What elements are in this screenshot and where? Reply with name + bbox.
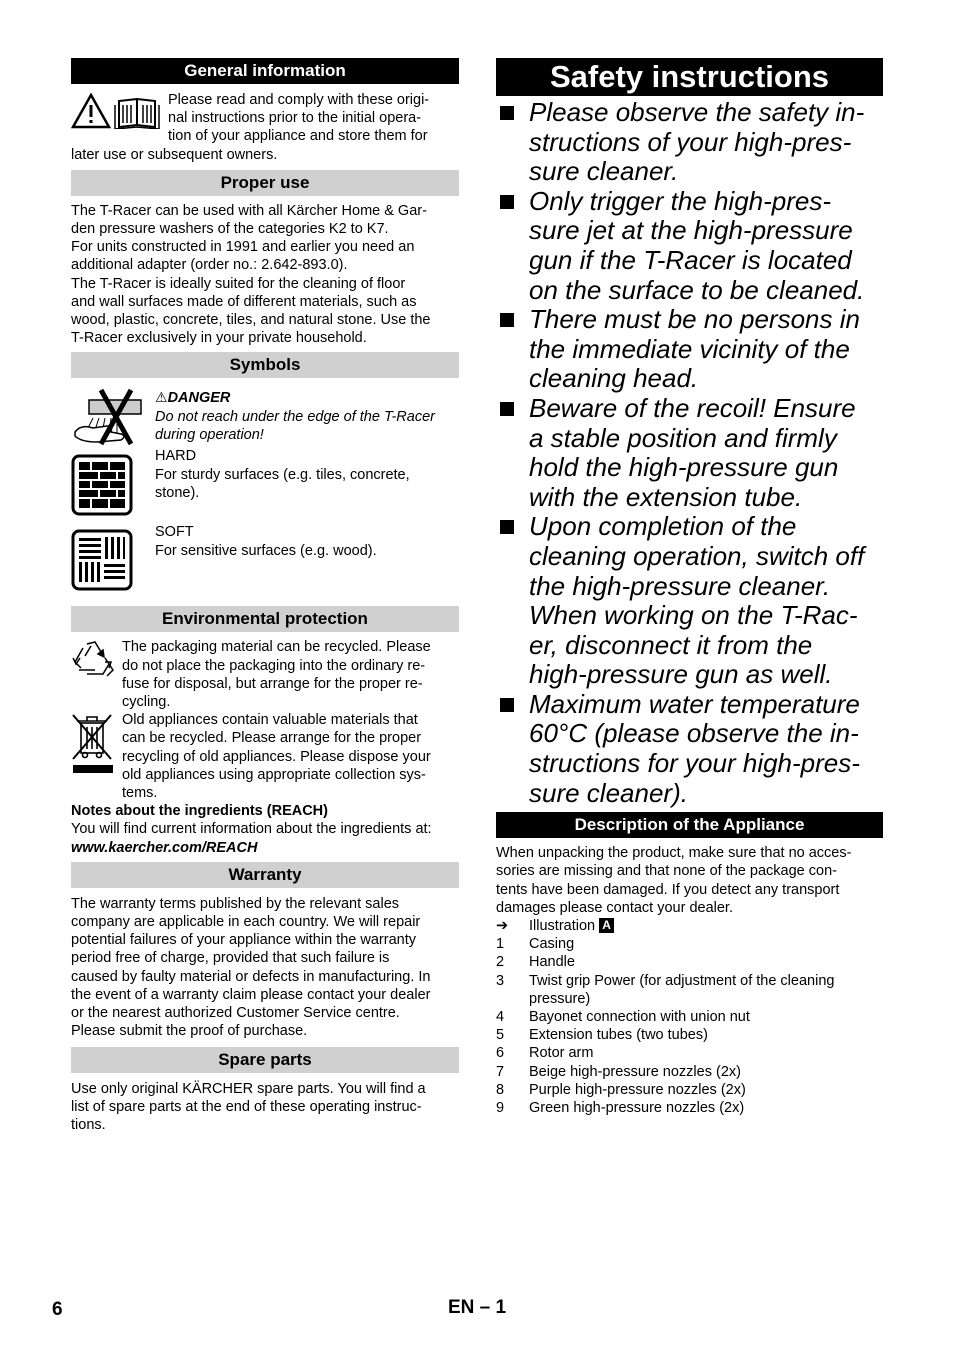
warning-triangle-book-icon [71, 91, 161, 129]
part-number: 9 [496, 1100, 505, 1117]
part-item: 8 Purple high-pressure nozzles (2x) [496, 1081, 746, 1098]
safety-item: Upon completion of the cleaning operation, switch off the high-pressure cleaner. When working on the T-Rac- er, disconnect it from the high-pressure gun as well. [496, 512, 883, 690]
illustration-badge: A [599, 918, 614, 933]
part-number: 7 [496, 1063, 505, 1080]
spare-parts-text: Use only original KÄRCHER spare parts. You will find a list of spare parts at the end of these operating instruc- tions. [71, 1080, 426, 1133]
parts-list [496, 935, 883, 1117]
warning-manual-icons [71, 91, 168, 134]
part-item: 9 Green high-pressure nozzles (2x) [496, 1100, 745, 1117]
part-item: 6 Rotor arm [496, 1045, 594, 1062]
part-item: 5 Extension tubes (two tubes) [496, 1027, 708, 1044]
warranty-heading: Warranty [71, 862, 459, 888]
description-text: When unpacking the product, make sure that no acces- sories are missing and that none of the package con- tents have been damaged. If you detect any transport damages please contact your dealer. [496, 845, 852, 916]
symbol-hard [71, 448, 459, 521]
illustration-reference: ➔ Illustration A [496, 917, 883, 935]
arrow-right-icon: ➔ [496, 918, 509, 935]
symbols-heading: Symbols [71, 352, 459, 378]
part-number: 6 [496, 1045, 505, 1062]
part-number: 1 [496, 936, 505, 953]
warranty-text: The warranty terms published by the relevant sales company are applicable in each country. We will repair potential failures of your appliance within the warranty period free of charge, provided that such failure is caused by faulty material or defects in manufacturing. In the event of a warranty claim please contact your dealer or the nearest authorized Customer Service centre. Please submit the proof of purchase. [71, 895, 431, 1040]
bullet-square-icon [500, 195, 514, 209]
general-info-text: Please read and comply with these origi- nal instructions prior to the initial opera- tion of your appliance and store them for [168, 92, 430, 145]
reach-block [71, 802, 459, 857]
part-item: 3 Twist grip Power (for adjustment of the cleaning pressure) [496, 972, 835, 1007]
recycling-block [71, 638, 459, 711]
general-info-block [71, 91, 459, 146]
part-number: 2 [496, 954, 505, 971]
bullet-square-icon [500, 520, 514, 534]
safety-item: Only trigger the high-pres- sure jet at the high-pressure gun if the T-Racer is located on the surface to be cleaned. [496, 187, 883, 305]
page-number: 6 [52, 1299, 63, 1320]
spare-parts-heading: Spare parts [71, 1047, 459, 1073]
page-label: EN – 1 [448, 1297, 507, 1318]
brick-wall-icon [71, 454, 155, 521]
hand-under-edge-icon [71, 388, 155, 451]
hard-text-block: HARD For sturdy surfaces (e.g. tiles, concrete, stone). [155, 448, 410, 501]
weee-block [71, 711, 459, 802]
part-number: 5 [496, 1027, 505, 1044]
part-item: 7 Beige high-pressure nozzles (2x) [496, 1063, 741, 1080]
safety-list [496, 98, 883, 808]
safety-item: Maximum water temperature 60°C (please observe the in- structions for your high-pres- sure cleaner). [496, 690, 883, 808]
bullet-square-icon [500, 402, 514, 416]
reach-text: You will find current information about the ingredients at: [71, 821, 432, 838]
right-column [496, 58, 883, 1117]
part-item: 1 Casing [496, 936, 575, 953]
symbol-danger [71, 388, 459, 451]
description-heading: Description of the Appliance [496, 812, 883, 838]
symbol-soft [71, 524, 459, 596]
left-column [71, 58, 459, 1134]
reach-title: Notes about the ingredients (REACH) [71, 803, 328, 820]
bullet-square-icon [500, 313, 514, 327]
general-info-tail: later use or subsequent owners. [71, 146, 278, 163]
danger-warning-icon: ⚠ [155, 389, 168, 406]
weee-text: Old appliances contain valuable materials that can be recycled. Please arrange for the proper recycling of old appliances. Please dispose your old appliances using appropriate collection sys- tems. [122, 712, 431, 802]
part-item: 4 Bayonet connection with union nut [496, 1009, 750, 1026]
recycle-icon [71, 638, 122, 687]
soft-text-block: SOFT For sensitive surfaces (e.g. wood). [155, 524, 377, 559]
bullet-square-icon [500, 106, 514, 120]
safety-item: Beware of the recoil! Ensure a stable position and firmly hold the high-pressure gun with the extension tube. [496, 394, 883, 512]
reach-link[interactable]: www.kaercher.com/REACH [71, 839, 258, 856]
safety-item: Please observe the safety in- structions of your high-pres- sure cleaner. [496, 98, 883, 187]
part-number: 3 [496, 972, 505, 989]
crossed-bin-icon [71, 711, 122, 780]
proper-use-heading: Proper use [71, 170, 459, 196]
danger-text-block: ⚠DANGER Do not reach under the edge of the T-Racer during operation! [155, 389, 435, 443]
part-number: 8 [496, 1081, 505, 1098]
safety-item: There must be no persons in the immediate vicinity of the cleaning head. [496, 305, 883, 394]
environmental-heading: Environmental protection [71, 606, 459, 632]
part-number: 4 [496, 1009, 505, 1026]
bullet-square-icon [500, 698, 514, 712]
proper-use-text: The T-Racer can be used with all Kärcher Home & Gar- den pressure washers of the categories K2 to K7. For units constructed in 1991 and earlier you need an additional adapter (order no.: 2.642-893.0). The T-Racer is ideally suited for the cleaning of floor and wall surfaces made of different materials, such as wood, plastic, concrete, tiles, and natural stone. Use the T-Racer exclusively in your private household. [71, 202, 431, 347]
wood-planks-icon [71, 529, 155, 596]
part-item: 2 Handle [496, 954, 575, 971]
safety-instructions-heading: Safety instructions [496, 58, 883, 96]
recycling-text: The packaging material can be recycled. Please do not place the packaging into the ordinary re- fuse for disposal, but arrange for the proper re- cycling. [122, 639, 431, 711]
general-info-heading: General information [71, 58, 459, 84]
